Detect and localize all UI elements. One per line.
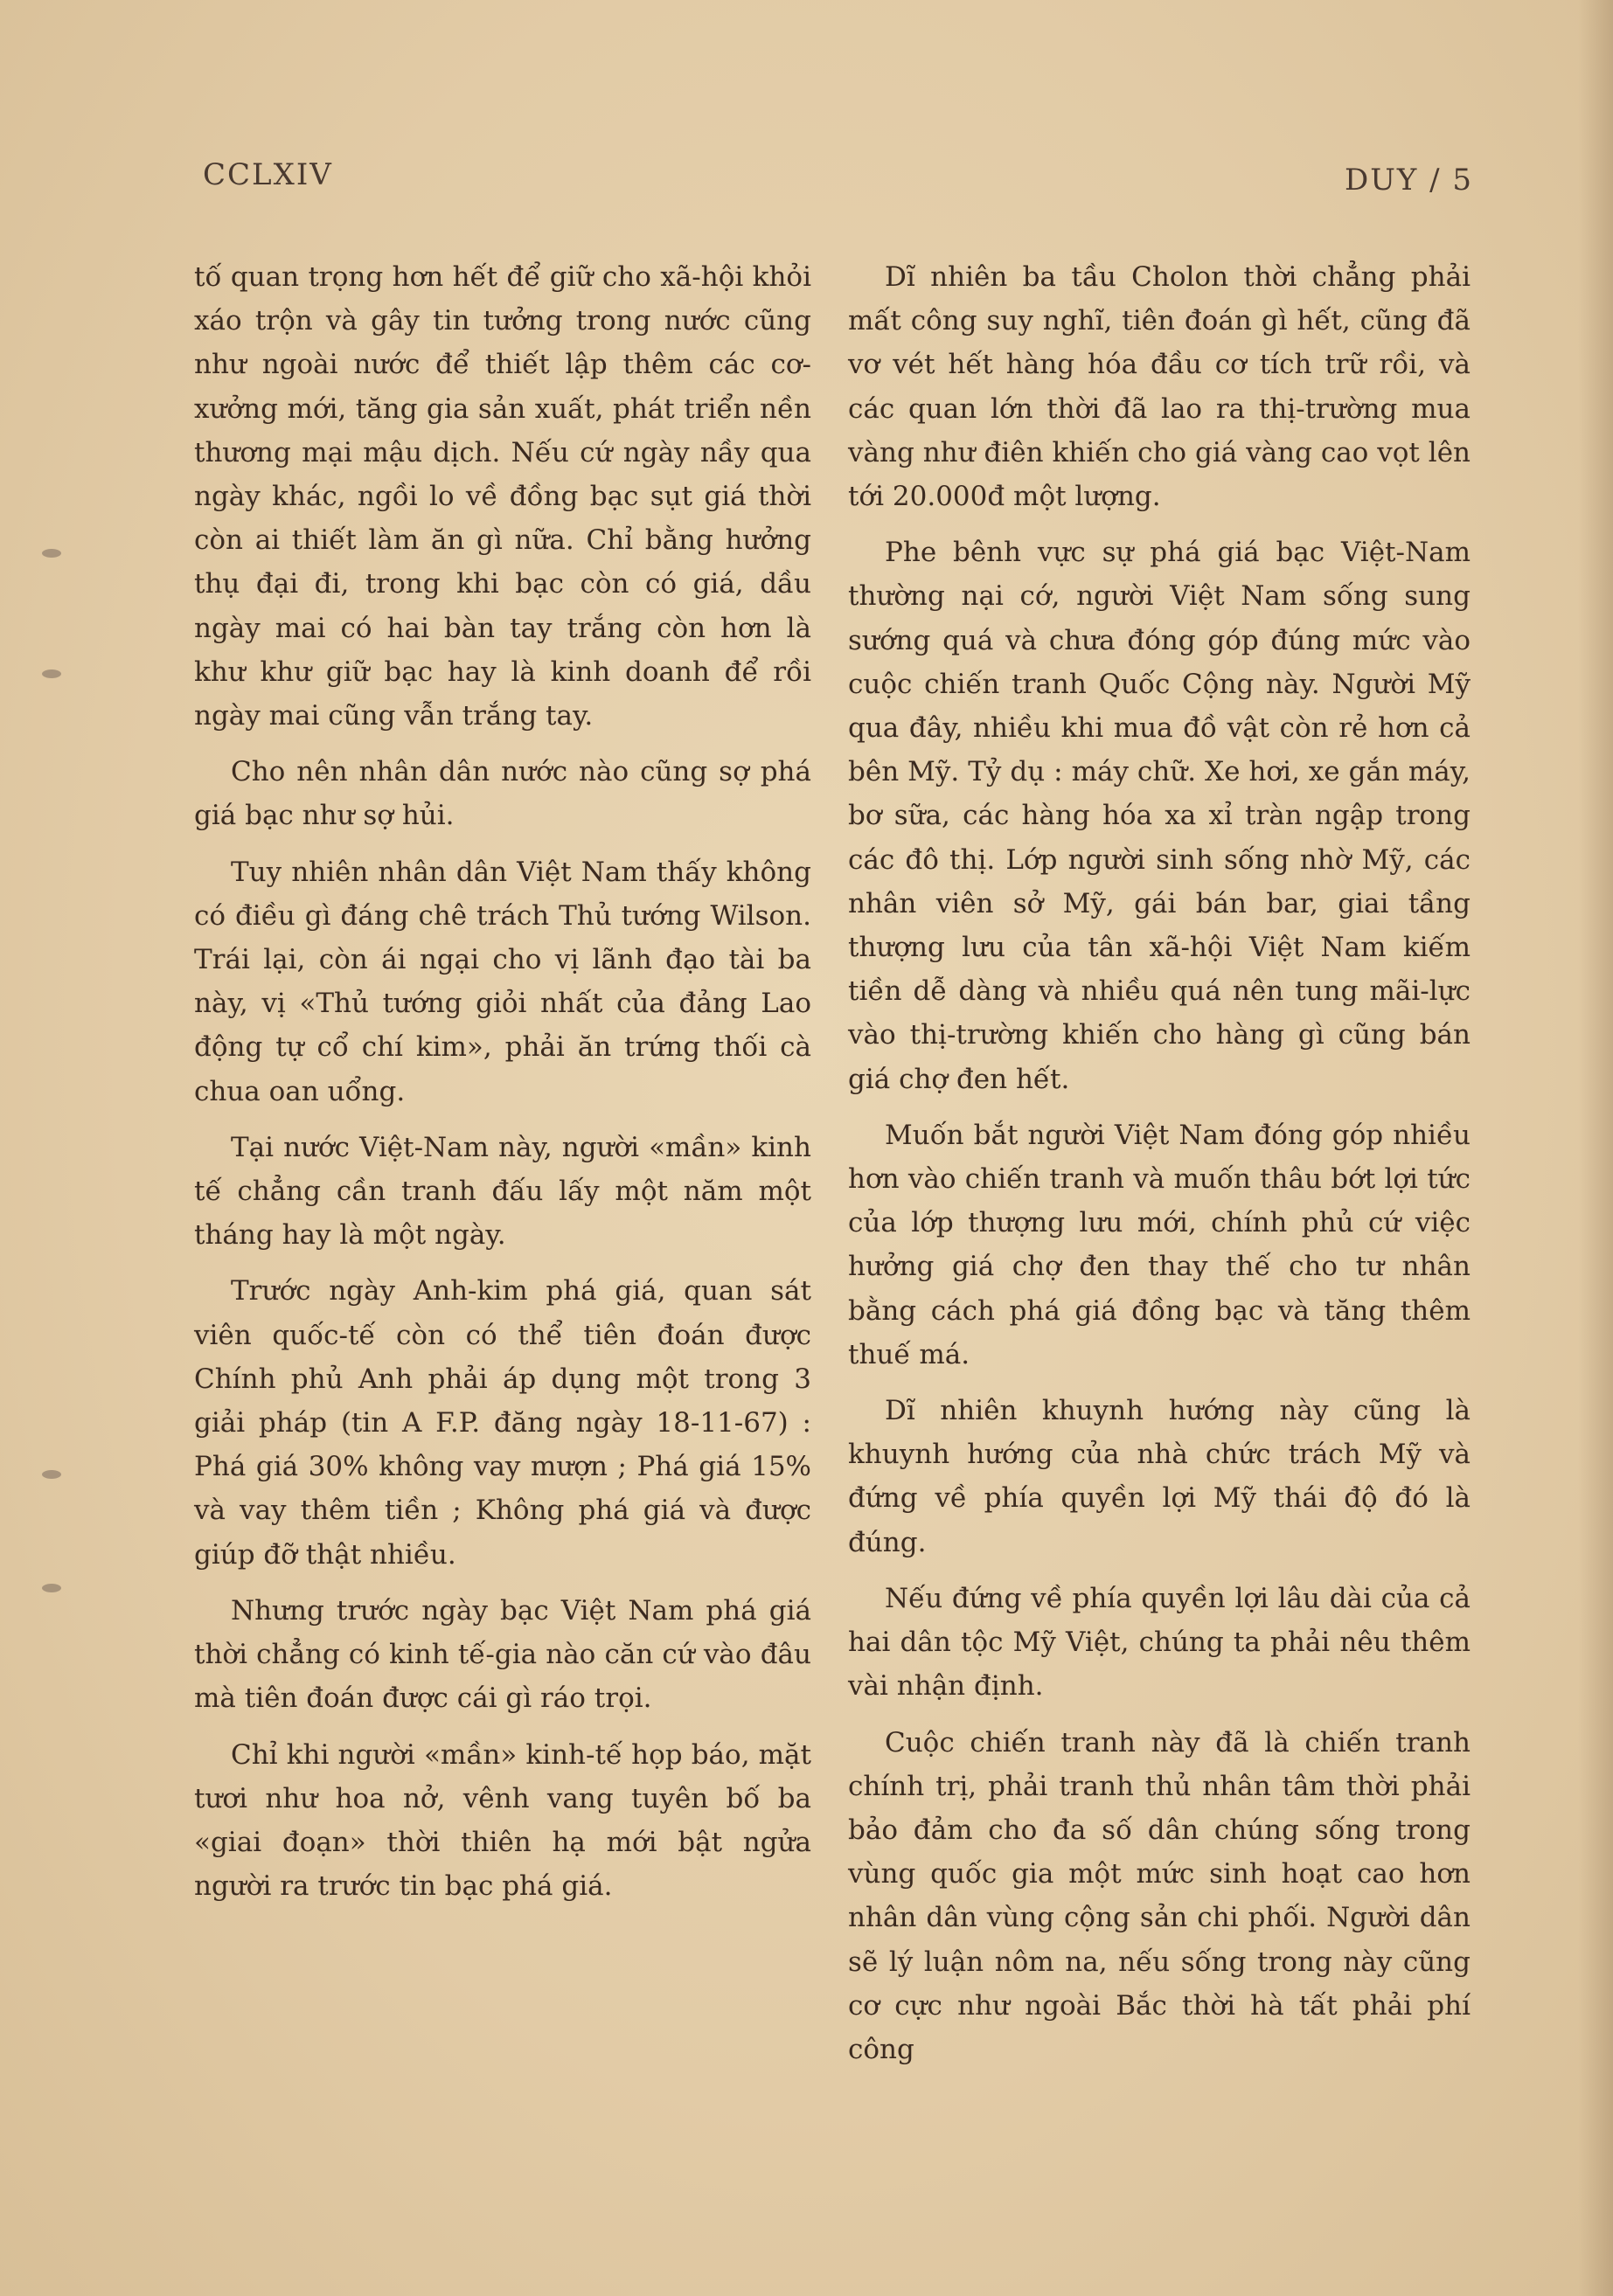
paragraph: Tuy nhiên nhân dân Việt Nam thấy không có điều gì đáng chê trách Thủ tướng Wilson. Trái lại, còn ái ngại cho vị lãnh đạo tài ba này, vị «Thủ tướng giỏi nhất của đảng Lao động tự cổ chí kim», phải ăn trứng thối cà chua oan uổng. [194,856,811,1107]
binding-hole-mark [42,1470,61,1479]
page-header [203,157,1473,210]
right-column [848,255,1470,2084]
paragraph: Cuộc chiến tranh này đã là chiến tranh chính trị, phải tranh thủ nhân tâm thời phải bảo đảm cho đa số dân chúng sống trong vùng quốc gia một mức sinh hoạt cao hơn nhân dân vùng cộng sản chi phối. Người dân sẽ lý luận nôm na, nếu sống trong này cũng cơ cực như ngoài Bắc thời hà tất phải phí công [848,1726,1470,2065]
paragraph: Chỉ khi người «mần» kinh-tế họp báo, mặt tươi như hoa nở, vênh vang tuyên bố ba «giai đoạn» thời thiên hạ mới bật ngửa người ra trước tin bạc phá giá. [194,1738,811,1903]
paragraph: Dĩ nhiên ba tầu Cholon thời chẳng phải mất công suy nghĩ, tiên đoán gì hết, cũng đã vơ vét hết hàng hóa đầu cơ tích trữ rồi, và các quan lớn thời đã lao ra thị-trường mua vàng như điên khiến cho giá vàng cao vọt lên tới 20.000đ một lượng. [848,261,1470,513]
page-number: DUY / 5 [1344,163,1473,198]
left-column [194,255,811,1920]
binding-hole-mark [42,669,61,678]
paragraph: tố quan trọng hơn hết để giữ cho xã-hội khỏi xáo trộn và gây tin tưởng trong nước cũng như ngoài nước để thiết lập thêm các cơ-xưởng mới, tăng gia sản xuất, phát triển nền thương mại mậu dịch. Nếu cứ ngày nầy qua ngày khác, ngồi lo về đồng bạc sụt giá thời còn ai thiết làm ăn gì nữa. Chỉ bằng hưởng thụ đại đi, trong khi bạc còn có giá, dầu ngày mai có hai bàn tay trắng còn hơn là khư khư giữ bạc hay là kinh doanh để rồi ngày mai cũng vẫn trắng tay. [194,261,811,732]
paragraph: Cho nên nhân dân nước nào cũng sợ phá giá bạc như sợ hủi. [194,756,811,832]
binding-hole-mark [42,549,61,558]
issue-number: CCLXIV [203,157,333,192]
binding-hole-mark [42,1584,61,1592]
page-edge-shadow [1578,0,1613,2296]
paragraph: Muốn bắt người Việt Nam đóng góp nhiều hơn vào chiến tranh và muốn thâu bớt lợi tức của lớp thượng lưu mới, chính phủ cứ việc hưởng giá chợ đen thay thế cho tư nhân bằng cách phá giá đồng bạc và tăng thêm thuế má. [848,1119,1470,1370]
paragraph: Tại nước Việt-Nam này, người «mần» kinh tế chẳng cần tranh đấu lấy một năm một tháng hay là một ngày. [194,1131,811,1252]
paragraph: Trước ngày Anh-kim phá giá, quan sát viên quốc-tế còn có thể tiên đoán được Chính phủ Anh phải áp dụng một trong 3 giải pháp (tin A F.P. đăng ngày 18-11-67) : Phá giá 30% không vay mượn ; Phá giá 15% và vay thêm tiền ; Không phá giá và được giúp đỡ thật nhiều. [194,1275,811,1571]
paragraph: Phe bênh vực sự phá giá bạc Việt-Nam thường nại cớ, người Việt Nam sống sung sướng quá và chưa đóng góp đúng mức vào cuộc chiến tranh Quốc Cộng này. Người Mỹ qua đây, nhiều khi mua đồ vật còn rẻ hơn cả bên Mỹ. Tỷ dụ : máy chữ. Xe hơi, xe gắn máy, bơ sữa, các hàng hóa xa xỉ tràn ngập trong các đô thị. Lớp người sinh sống nhờ Mỹ, các nhân viên sở Mỹ, gái bán bar, giai tầng thượng lưu của tân xã-hội Việt Nam kiếm tiền dễ dàng và nhiều quá nên tung mãi-lực vào thị-trường khiến cho hàng gì cũng bán giá chợ đen hết. [848,537,1470,1095]
paragraph: Dĩ nhiên khuynh hướng này cũng là khuynh hướng của nhà chức trách Mỹ và đứng về phía quyền lợi Mỹ thái độ đó là đúng. [848,1395,1470,1558]
paragraph: Nhưng trước ngày bạc Việt Nam phá giá thời chẳng có kinh tế-gia nào căn cứ vào đâu mà tiên đoán được cái gì ráo trọi. [194,1594,811,1715]
paragraph: Nếu đứng về phía quyền lợi lâu dài của cả hai dân tộc Mỹ Việt, chúng ta phải nêu thêm vài nhận định. [848,1582,1470,1703]
